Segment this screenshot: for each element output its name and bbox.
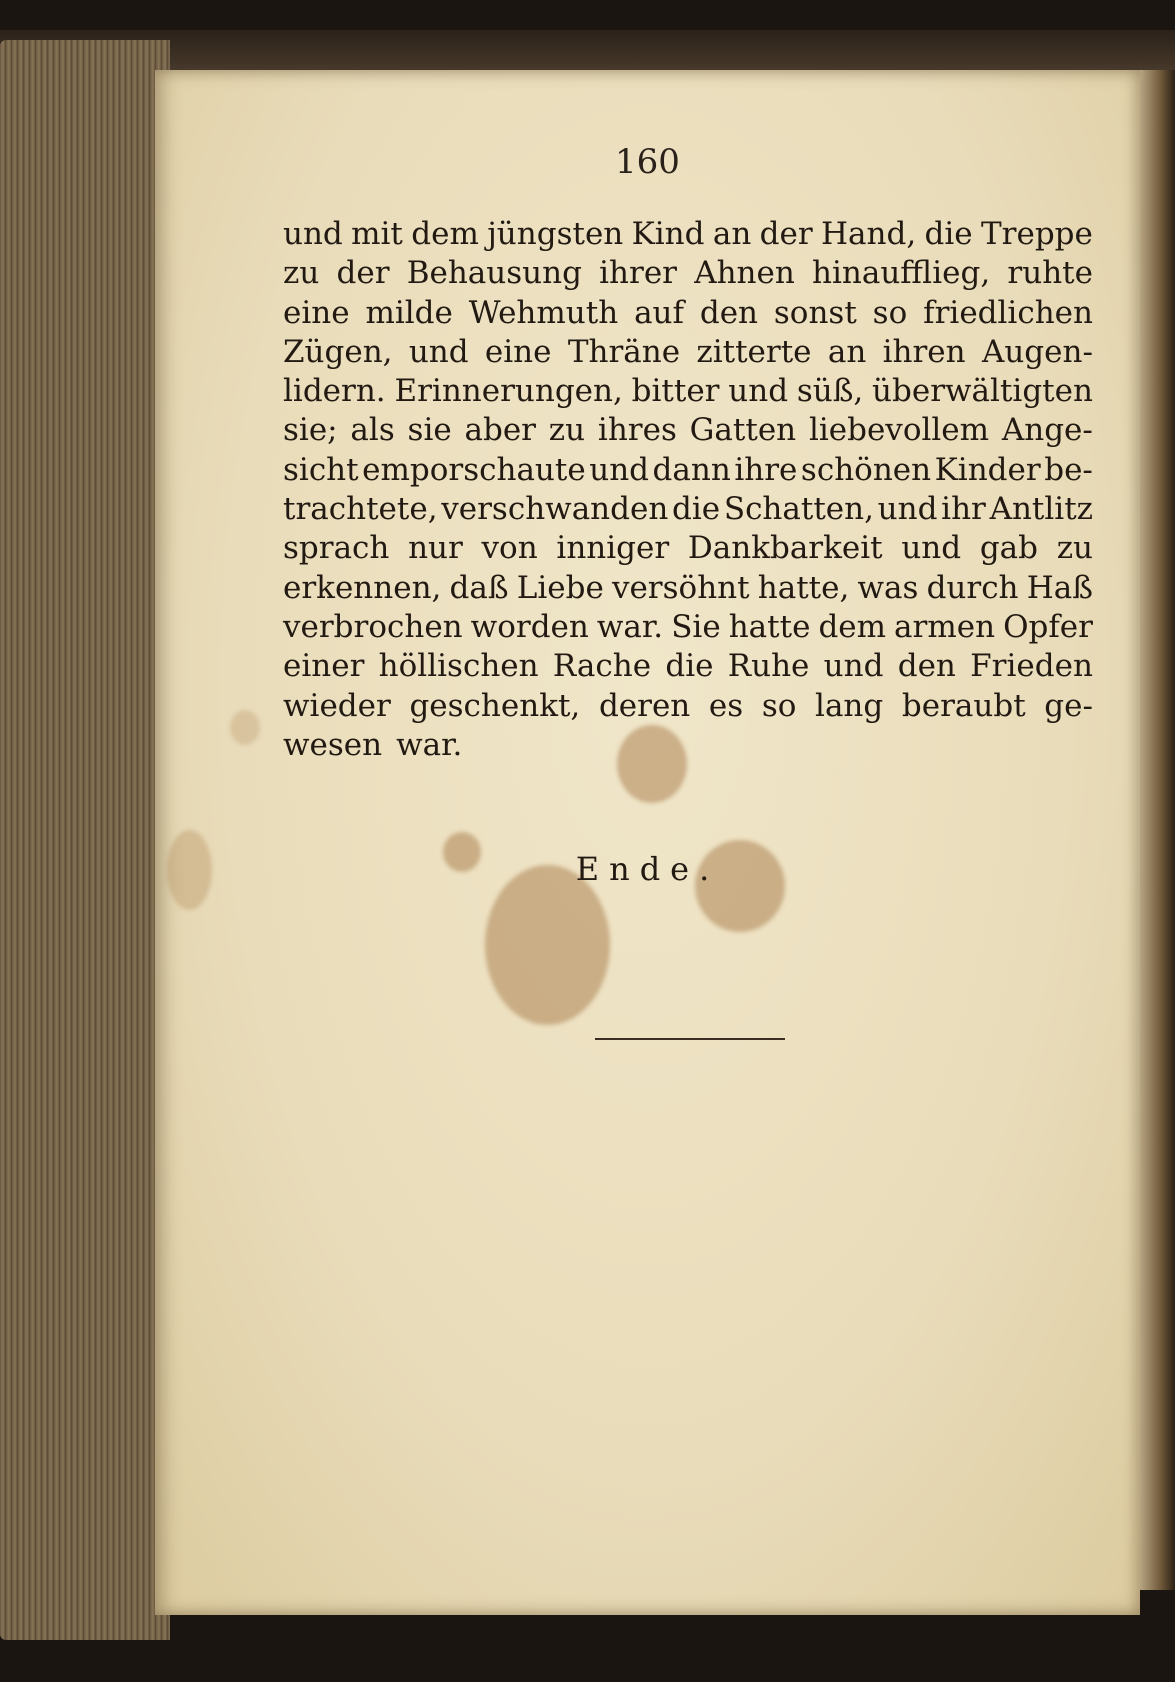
word: mit: [351, 216, 403, 252]
text-line: [283, 490, 1093, 529]
word: Ange-: [1001, 412, 1093, 449]
word: Liebe: [516, 569, 604, 606]
word: einer: [283, 648, 365, 685]
word: daß: [449, 569, 509, 606]
stain: [485, 865, 610, 1025]
word: Haß: [1026, 569, 1093, 606]
word: geschenkt,: [409, 687, 581, 724]
word: lang: [815, 687, 884, 724]
word: worden: [470, 608, 589, 645]
word: emporschaute: [362, 451, 586, 488]
word: den: [897, 648, 956, 685]
word: so: [872, 294, 908, 331]
word: durch: [926, 569, 1019, 606]
word: Behausung: [406, 255, 582, 292]
word: Frieden: [970, 648, 1093, 685]
word: und: [877, 491, 938, 528]
book-top-edge: [0, 30, 1175, 75]
word: zu: [548, 412, 586, 449]
text-line: [283, 215, 1093, 254]
word: und: [408, 333, 469, 370]
word: ruhte: [1007, 255, 1093, 292]
end-rule: [595, 1038, 785, 1040]
word: süß,: [796, 373, 864, 410]
text-line: [283, 254, 1093, 293]
word: gab: [979, 530, 1038, 567]
word: eine: [484, 333, 552, 370]
word: Dankbarkeit: [687, 530, 883, 567]
word: Antlitz: [989, 491, 1093, 528]
word: bitter: [631, 373, 720, 410]
word: hinaufflieg,: [812, 255, 991, 292]
word: die: [665, 648, 714, 685]
word: war.: [396, 726, 463, 763]
word: Ahnen: [694, 255, 795, 292]
word: zitterte: [696, 333, 812, 370]
word: verschwanden: [441, 491, 669, 528]
word: Sie: [671, 608, 721, 645]
word: sonst: [773, 294, 857, 331]
word: Schatten,: [723, 491, 874, 528]
word: ihres: [597, 412, 677, 449]
text-line: [283, 411, 1093, 450]
word: der: [336, 255, 390, 292]
word: Kind: [631, 216, 705, 252]
word: wieder: [283, 687, 391, 724]
word: an: [827, 333, 867, 370]
word: war.: [596, 608, 664, 645]
word: Gatten: [689, 412, 797, 449]
word: als: [350, 412, 395, 449]
word: Hand,: [821, 216, 917, 252]
word: von: [481, 530, 538, 567]
word: und: [823, 648, 884, 685]
word: verbrochen: [283, 608, 463, 645]
word: friedlichen: [923, 294, 1093, 331]
word: der: [759, 216, 813, 252]
word: eine: [283, 294, 350, 331]
word: zu: [1056, 530, 1093, 567]
word: sicht: [283, 451, 359, 488]
text-line: [283, 569, 1093, 608]
word: erkennen,: [283, 569, 442, 606]
text-line: [283, 687, 1093, 726]
word: ihrer: [599, 255, 677, 292]
word: so: [761, 687, 797, 724]
word: Thräne: [567, 333, 681, 370]
word: inniger: [556, 530, 670, 567]
word: wesen: [283, 726, 383, 763]
word: Kinder: [934, 451, 1041, 488]
word: Ruhe: [727, 648, 810, 685]
text-line: [283, 726, 1093, 765]
text-line: [283, 333, 1093, 372]
word: ihr: [941, 491, 986, 528]
word: sie: [407, 412, 452, 449]
word: be-: [1044, 451, 1093, 488]
word: liebevollem: [808, 412, 990, 449]
word: Erinnerungen,: [394, 373, 623, 410]
word: und: [283, 216, 343, 252]
text-line: [283, 372, 1093, 411]
word: die: [924, 216, 973, 252]
text-line: [283, 294, 1093, 333]
word: armen: [894, 608, 996, 645]
word: nur: [408, 530, 463, 567]
word: ihre: [734, 451, 798, 488]
word: versöhnt: [611, 569, 750, 606]
text-line: [283, 647, 1093, 686]
word: höllischen: [378, 648, 539, 685]
word: schönen: [800, 451, 932, 488]
word: Zügen,: [283, 333, 393, 370]
word: und: [589, 451, 650, 488]
word: überwältigten: [872, 373, 1093, 410]
word: milde: [365, 294, 453, 331]
page-stack-edge: [0, 40, 170, 1640]
text-line: [283, 608, 1093, 647]
word: Rache: [552, 648, 652, 685]
word: Treppe: [980, 216, 1093, 252]
book-page: [155, 70, 1140, 1615]
stain: [230, 710, 260, 745]
page-number: 160: [615, 142, 680, 182]
word: zu: [283, 255, 320, 292]
word: ge-: [1044, 687, 1093, 724]
word: hatte,: [757, 569, 850, 606]
word: hatte: [728, 608, 811, 645]
word: es: [708, 687, 744, 724]
word: sprach: [283, 530, 390, 567]
word: ihren: [882, 333, 966, 370]
text-line: [283, 529, 1093, 568]
word: dann: [652, 451, 731, 488]
word: auf: [634, 294, 684, 331]
word: Wehmuth: [468, 294, 619, 331]
word: jüngsten: [487, 216, 624, 252]
word: dem: [411, 216, 479, 252]
word: beraubt: [901, 687, 1026, 724]
word: lidern.: [283, 373, 386, 410]
word: trachtete,: [283, 491, 438, 528]
word: aber: [464, 412, 536, 449]
text-line: [283, 451, 1093, 490]
word: Opfer: [1003, 608, 1093, 645]
word: an: [712, 216, 752, 252]
word: und: [901, 530, 962, 567]
word: und: [728, 373, 789, 410]
word: deren: [598, 687, 691, 724]
word: die: [672, 491, 721, 528]
body-text: [283, 215, 1093, 765]
end-marker: Ende.: [575, 850, 720, 888]
word: was: [857, 569, 919, 606]
word: Augen-: [981, 333, 1093, 370]
word: dem: [818, 608, 887, 645]
word: den: [699, 294, 759, 331]
word: sie;: [283, 412, 338, 449]
